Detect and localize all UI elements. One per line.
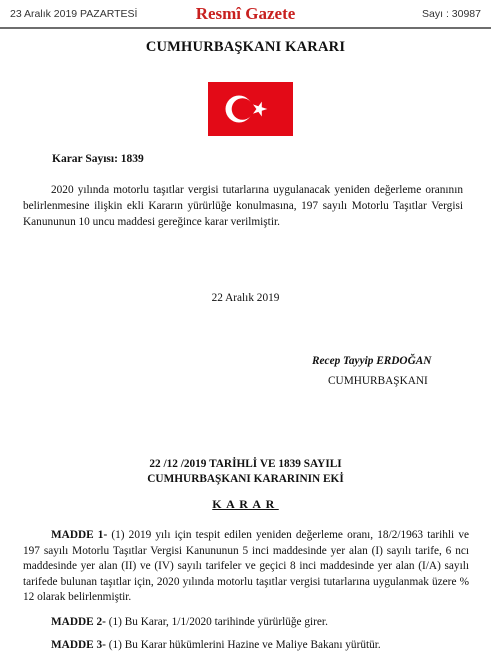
annex-title-line-1: 22 /12 /2019 TARİHLİ VE 1839 SAYILI [149, 458, 342, 470]
gazette-issue-number: Sayı : 30987 [422, 8, 481, 20]
header-divider [0, 27, 491, 29]
gazette-date: 23 Aralık 2019 PAZARTESİ [10, 8, 138, 20]
signatory-name: Recep Tayyip ERDOĞAN [312, 355, 432, 367]
decision-date: 22 Aralık 2019 [211, 292, 280, 304]
article-2 [23, 615, 469, 631]
article-1-text: (1) 2019 yılı için tespit edilen yeniden değerleme oranı, 18/2/1963 tarihli ve 197 sayılı Motorlu Taşıtlar Vergisi Kanununun 5 inci maddesinde yer alan (I) sayılı tarife, 6 ncı maddesinde yer alan (II) ve (IV) sayılı tarifeler ve geçici 8 inci maddesinde yer alan (I/A) sayılı tarifede bulunan taşıtlar için, 2020 yılında motorlu taşıtlar vergisi tutarlarına uygulanmak üzere % 12 olarak belirlenmiştir. [23, 529, 469, 603]
article-3-label: MADDE 3- [51, 639, 106, 651]
article-2-text: (1) Bu Karar, 1/1/2020 tarihinde yürürlüğe girer. [108, 616, 328, 628]
article-3 [23, 638, 469, 654]
article-2-label: MADDE 2- [51, 616, 106, 628]
decision-intro-paragraph [23, 182, 463, 230]
signatory-title: CUMHURBAŞKANI [328, 375, 428, 387]
annex-title-line-2: CUMHURBAŞKANI KARARININ EKİ [147, 473, 344, 485]
article-1 [23, 528, 469, 606]
turkish-flag-icon [208, 82, 293, 136]
decision-number: Karar Sayısı: 1839 [52, 153, 144, 165]
karar-heading: KARAR [212, 497, 279, 511]
article-3-text: (1) Bu Karar hükümlerini Hazine ve Maliye Bakanı yürütür. [108, 639, 381, 651]
decision-intro-text: 2020 yılında motorlu taşıtlar vergisi tutarlarına uygulanacak yeniden değerleme oranının belirlenmesine ilişkin ekli Kararın yürürlüğe konulmasına, 197 sayılı Motorlu Taşıtlar Vergisi Kanununun 10 uncu maddesi gereğince karar verilmiştir. [23, 184, 463, 228]
article-1-label: MADDE 1- [51, 529, 108, 541]
page-title: CUMHURBAŞKANI KARARI [145, 39, 346, 55]
gazette-title: Resmî Gazete [195, 4, 296, 23]
